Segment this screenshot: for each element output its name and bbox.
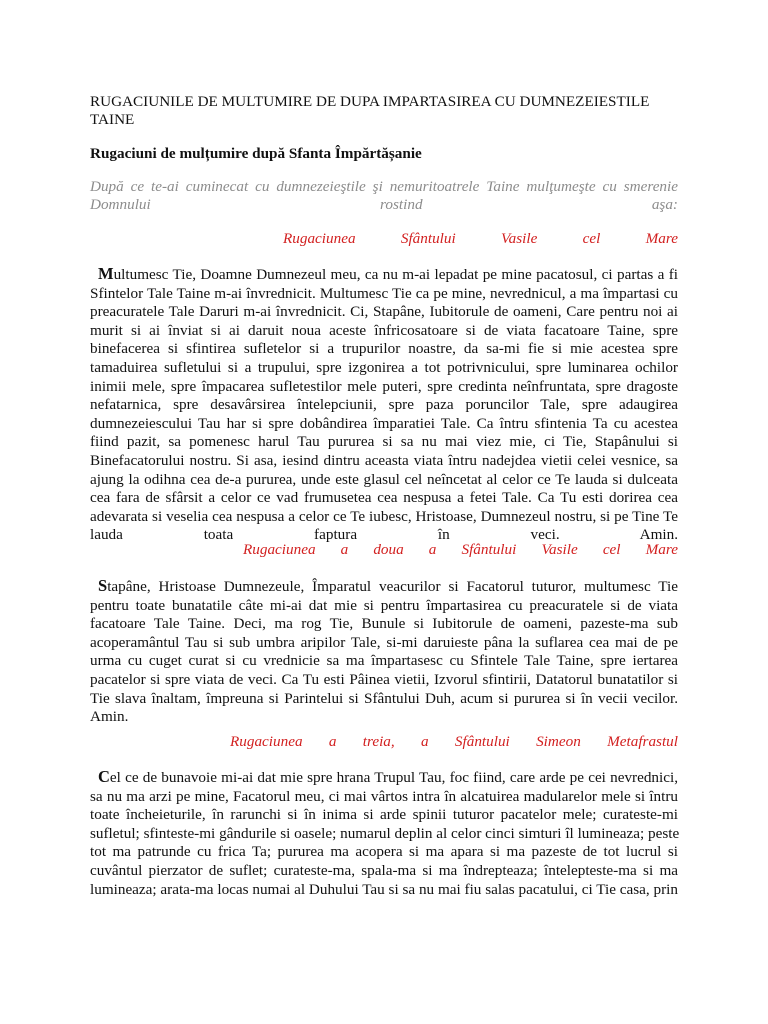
heading-word: a <box>421 733 429 750</box>
drop-initial: S <box>98 576 108 595</box>
text-line: Multumesc Tie, Doamne Dumnezeul meu, ca nu m-ai lepadat pe mine pacatosul, ci partas a fi <box>90 265 678 285</box>
text-line: lauda toata faptura în veci. Amin. <box>90 526 678 544</box>
prayer-heading-2 <box>243 541 678 559</box>
heading-word: a <box>428 541 437 558</box>
text-line: pentru toate bunatatile câte mi-ai dat mie si pentru împartasirea cu preacuratele si de viata <box>90 596 678 614</box>
prayer-text-2 <box>90 577 678 727</box>
heading-word: cel <box>582 230 601 247</box>
text-line: sa nu ma arzi pe mine, Facatorul meu, ci mai vârtos intra în alcatuirea madularelor mele si întru <box>90 787 678 805</box>
heading-word: Rugaciunea <box>283 230 356 247</box>
heading-word: Rugaciunea <box>230 733 303 750</box>
text-line: inimii mele, spre împacarea sufletestilor mele puteri, spre credinta neînfruntata, spre dragoste <box>90 377 678 395</box>
text-line: dumnezeiescului Tau har si spre dobândirea împaratiei Tale. Ca întru sfintenia Ta cu acestea <box>90 414 678 432</box>
prayer-text-3 <box>90 768 678 899</box>
text-line: sufletul; sfinteste-mi gândurile si oasele; numarul deplin al celor cinci simturi îl lumineaza; peste <box>90 824 680 842</box>
text-line: adevarata si veselia cea nespusa a celor ce Te iubesc, Hristoase, Dumnezeul nostru, si pe Tine Te <box>90 507 678 525</box>
heading-word: Sfântului <box>400 230 456 247</box>
text-line: ajung la odihna cea de-a pururea, unde este glasul cel neîncetat al celor ce Te lauda si dulceata <box>90 470 678 488</box>
drop-initial: C <box>98 767 110 786</box>
text-line: Sfintelor Tale Taine m-ai învrednicit. Multumesc Tie ca pe mine, nevrednicul, a ma împartasi cu <box>90 284 678 302</box>
text-line: cea fara de sfârsit a celor ce vad frumusetea cea nespusa a fetei Tale. Ca Tu esti dorirea cea <box>90 489 678 507</box>
heading-word: Simeon <box>536 733 581 750</box>
prayer-heading-1 <box>283 230 678 248</box>
prayer-heading-3 <box>230 733 678 751</box>
heading-word: Vasile <box>501 230 538 247</box>
intro-text: După ce te-ai cuminecat cu dumnezeieştile şi nemuritoatrele Taine mulţumeşte cu smerenie Domnului rostind aşa: <box>90 178 678 213</box>
prayer-text-1 <box>90 265 678 545</box>
heading-word: a <box>340 541 349 558</box>
text-line: pacatelor si spre viata de veci. Ca Tu esti Pâinea vietii, Izvorul sfintirii, Datatorul bunatatilor si <box>90 670 678 688</box>
text-line: tamaduirea sufletului si a trupului, spre izgonirea a tot potrivnicului, spre luminarea ochilor <box>90 358 678 376</box>
text-line: nefatarnica, spre desavârsirea întelepciunii, spre paza poruncilor Tale, spre adaugirea <box>90 396 678 414</box>
drop-initial: M <box>98 264 114 283</box>
heading-word: Vasile <box>541 541 578 558</box>
heading-word: Metafrastul <box>607 733 678 750</box>
heading-word: Mare <box>645 230 678 247</box>
text-line: lumineaza; arata-ma locas numai al Duhului Tau si sa nu mai fiu salas pacatului, ci Tie casa, prin <box>90 880 678 898</box>
heading-word: doua <box>373 541 404 558</box>
text-line: Amin. <box>90 708 129 726</box>
heading-word: Sfântului <box>454 733 510 750</box>
text-line: fiind pazit, sa pomenesc harul Tau pururea si sa nu mai viez mie, ci Tie, Stapânului si <box>90 433 678 451</box>
heading-word: cel <box>602 541 621 558</box>
text-line: facatoare Tale Taine. Deci, ma rog Tie, Bunule si Iubitorule de oameni, pazeste-ma sub <box>90 615 678 633</box>
text-line: toate încheieturile, în rarunchi si în inima si arde spinii tuturor pacatelor mele; curateste-mi <box>90 806 678 824</box>
heading-word: Rugaciunea <box>243 541 316 558</box>
heading-word: treia, <box>362 733 395 750</box>
text-line: Binefacatorului nostru. Si asa, iesind dintru aceasta viata întru nadejdea vietii celei vesnice, sa <box>90 451 678 469</box>
text-line: acoperamântul Tau si sub umbra aripilor Tale, si-mi daruieste pâna la suflarea cea mai de pe <box>90 633 678 651</box>
text-line: Cel ce de bunavoie mi-ai dat mie spre hrana Trupul Tau, foc fiind, care arde pe cei nevrednici, <box>90 768 678 788</box>
text-line: murit si ai înviat si ai daruit noua aceste înfricosatoare si de viata facatoare Taine, spre <box>90 321 678 339</box>
document-title: RUGACIUNILE DE MULTUMIRE DE DUPA IMPARTASIREA CU DUMNEZEIESTILE TAINE <box>90 93 650 128</box>
text-line: binefacerea si sfintirea sufletelor si a trupurilor noastre, da sa-mi fie si mie acestea spre <box>90 340 678 358</box>
text-line: Tie slava înaltam, împreuna si Parintelui si Sfântului Duh, acum si pururea si în vecii vecilor. <box>90 689 678 707</box>
text-line: urma cu cuget curat si cu vrednicie sa ma împartasesc cu Sfintele Tale Taine, spre iertarea <box>90 652 678 670</box>
text-line: preacuratele Tale Daruri m-ai învrednicit. Ci, Stapâne, Iubitorule de oameni, Care pentru noi ai <box>90 303 678 321</box>
heading-word: Mare <box>645 541 678 558</box>
document-subtitle: Rugaciuni de mulțumire după Sfanta Împărtășanie <box>90 145 422 162</box>
text-line: Stapâne, Hristoase Dumnezeule, Împaratul veacurilor si Facatorul tuturor, multumesc Tie <box>90 577 678 597</box>
heading-word: Sfântului <box>461 541 517 558</box>
text-line: tot ma patrunde cu frica Ta; pururea ma acopera si ma apara si ma pazeste de tot lucrul si <box>90 843 678 861</box>
text-line: cuvântul pierzator de suflet; curateste-ma, spala-ma si ma îndrepteaza; întelepteste-ma si ma <box>90 861 678 879</box>
heading-word: a <box>328 733 337 750</box>
